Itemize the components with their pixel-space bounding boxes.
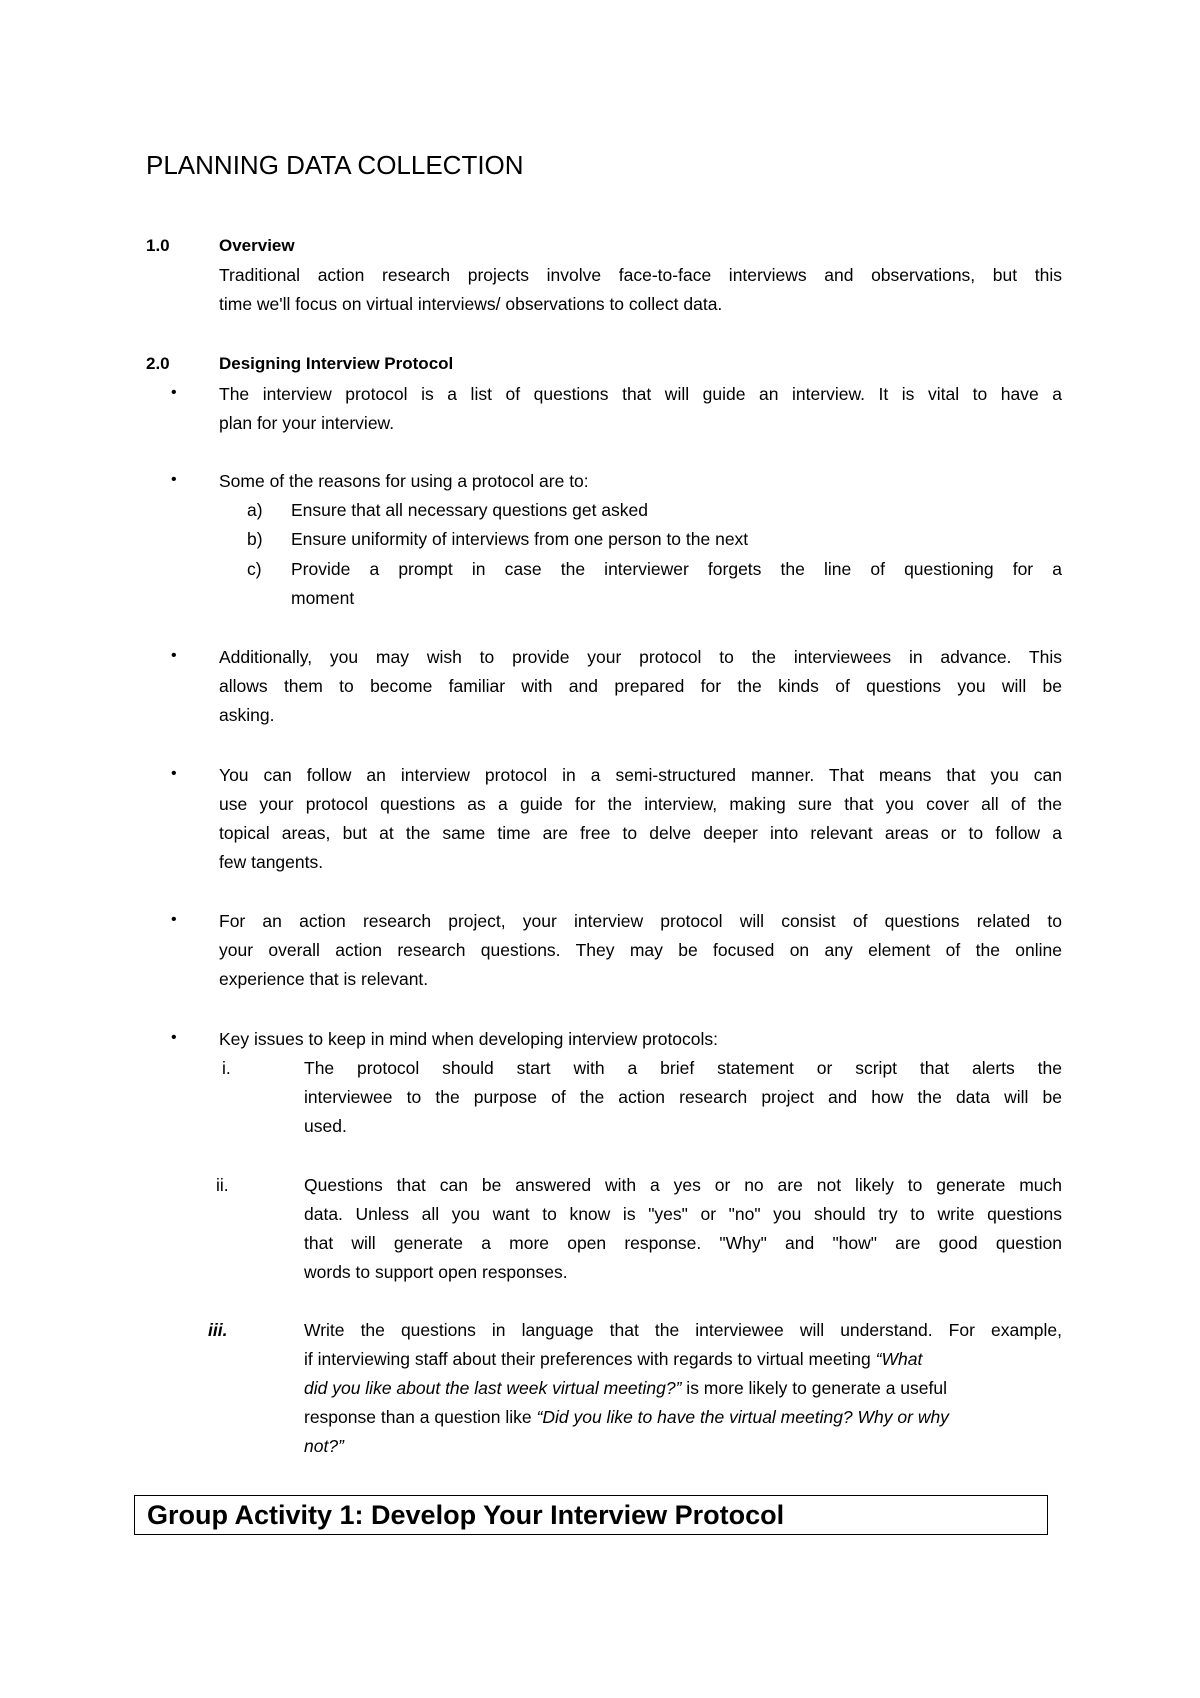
bullet-icon: • — [171, 471, 177, 488]
issue-text-line: data. Unless all you want to know is "yes" or "no" you should try to write questions — [304, 1204, 1062, 1224]
section-1-text-line: time we'll focus on virtual interviews/ observations to collect data. — [219, 294, 723, 314]
list-marker: a) — [247, 500, 263, 520]
section-2-number: 2.0 — [146, 354, 170, 373]
issue-text-segment: is more likely to generate a useful — [681, 1378, 947, 1398]
issue-text-line: Write the questions in language that the interviewee will understand. For example, — [304, 1320, 1062, 1340]
bullet-text-line: topical areas, but at the same time are free to delve deeper into relevant areas or to follow a — [219, 823, 1062, 843]
issue-text-line — [304, 1378, 947, 1399]
issue-quote-segment: “Did you like to have the virtual meeting? Why or why — [536, 1407, 949, 1427]
issue-text-line: not?” — [304, 1436, 344, 1456]
list-item-text: Ensure that all necessary questions get asked — [291, 500, 649, 520]
page-title: PLANNING DATA COLLECTION — [146, 150, 524, 180]
bullet-icon: • — [171, 384, 177, 401]
issue-text-line: The protocol should start with a brief statement or script that alerts the — [304, 1058, 1062, 1078]
list-item-text: Provide a prompt in case the interviewer forgets the line of questioning for a — [291, 559, 1062, 579]
bullet-text-line: asking. — [219, 705, 275, 725]
issue-marker: ii. — [216, 1175, 229, 1195]
issue-text-line: words to support open responses. — [304, 1262, 568, 1282]
issue-marker: i. — [222, 1058, 231, 1078]
bullet-text-line: plan for your interview. — [219, 413, 395, 433]
bullet-icon: • — [171, 1029, 177, 1046]
list-marker: b) — [247, 529, 263, 549]
section-1-text-line: Traditional action research projects involve face-to-face interviews and observations, but this — [219, 265, 1062, 285]
issue-text-line: used. — [304, 1116, 347, 1136]
group-activity-title: Group Activity 1: Develop Your Interview Protocol — [147, 1500, 785, 1530]
section-2-heading: Designing Interview Protocol — [219, 354, 454, 373]
issue-text-line: that will generate a more open response. "Why" and "how" are good question — [304, 1233, 1062, 1253]
bullet-text-line: few tangents. — [219, 852, 324, 872]
bullet-text-line: You can follow an interview protocol in a semi-structured manner. That means that you can — [219, 765, 1062, 785]
issue-text-line: Questions that can be answered with a yes or no are not likely to generate much — [304, 1175, 1062, 1195]
bullet-icon: • — [171, 765, 177, 782]
issue-text-line — [304, 1349, 922, 1370]
list-item-text: moment — [291, 588, 355, 608]
bullet-text-line: The interview protocol is a list of questions that will guide an interview. It is vital to have a — [219, 384, 1062, 404]
issue-text-line: interviewee to the purpose of the action research project and how the data will be — [304, 1087, 1062, 1107]
list-marker: c) — [247, 559, 262, 579]
bullet-text-line: your overall action research questions. They may be focused on any element of the online — [219, 940, 1062, 960]
bullet-text-line: Additionally, you may wish to provide your protocol to the interviewees in advance. This — [219, 647, 1062, 667]
bullet-text-line: Key issues to keep in mind when developing interview protocols: — [219, 1029, 719, 1049]
section-1-heading: Overview — [219, 236, 295, 255]
bullet-text-line: use your protocol questions as a guide for the interview, making sure that you cover all of the — [219, 794, 1062, 814]
bullet-text-line: For an action research project, your interview protocol will consist of questions related to — [219, 911, 1062, 931]
issue-text-segment: response than a question like — [304, 1407, 537, 1427]
section-1-number: 1.0 — [146, 236, 170, 255]
issue-text-line — [304, 1407, 949, 1428]
issue-quote-segment: did you like about the last week virtual meeting?” — [304, 1378, 682, 1398]
issue-marker: iii. — [208, 1320, 228, 1340]
issue-quote-segment: “What — [875, 1349, 923, 1369]
issue-text-segment: if interviewing staff about their preferences with regards to virtual meeting — [304, 1349, 876, 1369]
bullet-icon: • — [171, 911, 177, 928]
bullet-text-line: Some of the reasons for using a protocol are to: — [219, 471, 589, 491]
group-activity-box — [134, 1495, 1048, 1535]
bullet-text-line: experience that is relevant. — [219, 969, 429, 989]
bullet-icon: • — [171, 647, 177, 664]
bullet-text-line: allows them to become familiar with and prepared for the kinds of questions you will be — [219, 676, 1062, 696]
list-item-text: Ensure uniformity of interviews from one person to the next — [291, 529, 749, 549]
